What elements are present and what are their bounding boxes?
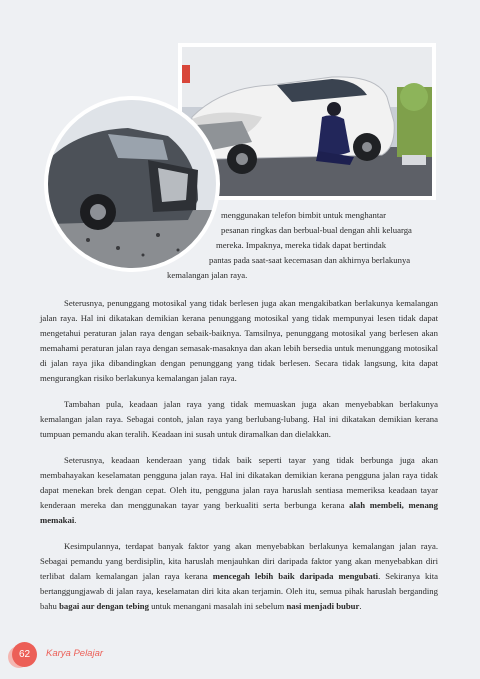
paragraph-motorcycle-license: Seterusnya, penunggang motosikal yang tidak berlesen juga akan mengakibatkan berlakunya kemalangan jalan raya. Hal ini dikatakan demikian kerana penunggang motosikal yang tidak mempunyai lesen tidak dapat mengetahui peraturan jalan raya dengan sebaik-baiknya. Tamsilnya, penunggang motosikal yang berlesen akan memahami peraturan jalan raya dengan semasak-masaknya dan akan lebih bersedia untuk menunggang motosikal di jalan raya jika dibandingkan dengan penunggang yang tidak berlesen. Secara tidak langsung, kita dapat mengurangkan risiko berlakunya kemalangan jalan raya. (40, 298, 438, 383)
paragraph-text: Kesimpulannya, terdapat banyak faktor yang akan menyebabkan berlakunya kemalangan jalan raya. Sebagai pemandu yang berdisiplin, kita haruslah menjauhkan diri daripada faktor yang akan menyebabkan diri terlibat dalam kemalangan jalan raya kerana (40, 541, 438, 581)
paragraph-text: Seterusnya, keadaan kenderaan yang tidak baik seperti tayar yang tidak berbunga juga akan membahayakan keselamatan pengguna jalan raya. Hal ini dikatakan demikian kerana pengguna jalan raya tidak dapat menekan brek dengan cepat. Oleh itu, pengguna jalan raya haruslah sentiasa memeriksa keadaan tayar kenderaan mereka dan menggunakan tayar yang berkualiti serta berbunga kerana (40, 455, 438, 510)
wrap-paragraph (167, 208, 438, 283)
paragraph-text: untuk menangani masalah ini sebelum (148, 601, 287, 611)
wrap-line: kemalangan jalan raya. (167, 270, 248, 280)
paragraph-text: . Sekiranya kita bertanggungjawab di jalan raya, keselamatan diri kita akan terjamin. Oleh itu, semua pihak haruslah berganding bahu (40, 571, 438, 611)
page-footer (8, 642, 208, 668)
proverb-bold: nasi menjadi bubur (286, 601, 360, 611)
wrap-line: menggunakan telefon bimbit untuk menghantar (221, 210, 387, 220)
proverb-bold: mencegah lebih baik daripada mengubati (212, 571, 379, 581)
proverb-bold: alah membeli, menang memakai (40, 500, 438, 525)
page-number: 62 (12, 642, 37, 667)
paragraph-conclusion (40, 539, 438, 614)
essay-body (40, 296, 438, 625)
footer-label: Karya Pelajar (46, 648, 104, 659)
paragraph-road-condition: Tambahan pula, keadaan jalan raya yang tidak memuaskan juga akan menyebabkan berlakunya kemalangan jalan raya. Sebagai contoh, jalan raya yang berlubang-lubang. Hal ini dikatakan demikian kerana tumpuan pemandu akan teralih. Keadaan ini susah untuk diramalkan dan dielakkan. (40, 399, 438, 439)
wrap-line: mereka. Impaknya, mereka tidak dapat bertindak (216, 240, 387, 250)
wrap-line: pesanan ringkas dan berbual-bual dengan ahli keluarga (221, 225, 412, 235)
proverb-bold: bagai aur dengan tebing (59, 601, 149, 611)
paragraph-text: . (359, 601, 362, 611)
paragraph-vehicle-condition (40, 453, 438, 528)
paragraph-text: . (74, 515, 77, 525)
wrap-line: pantas pada saat-saat kecemasan dan akhirnya berlakunya (209, 255, 411, 265)
